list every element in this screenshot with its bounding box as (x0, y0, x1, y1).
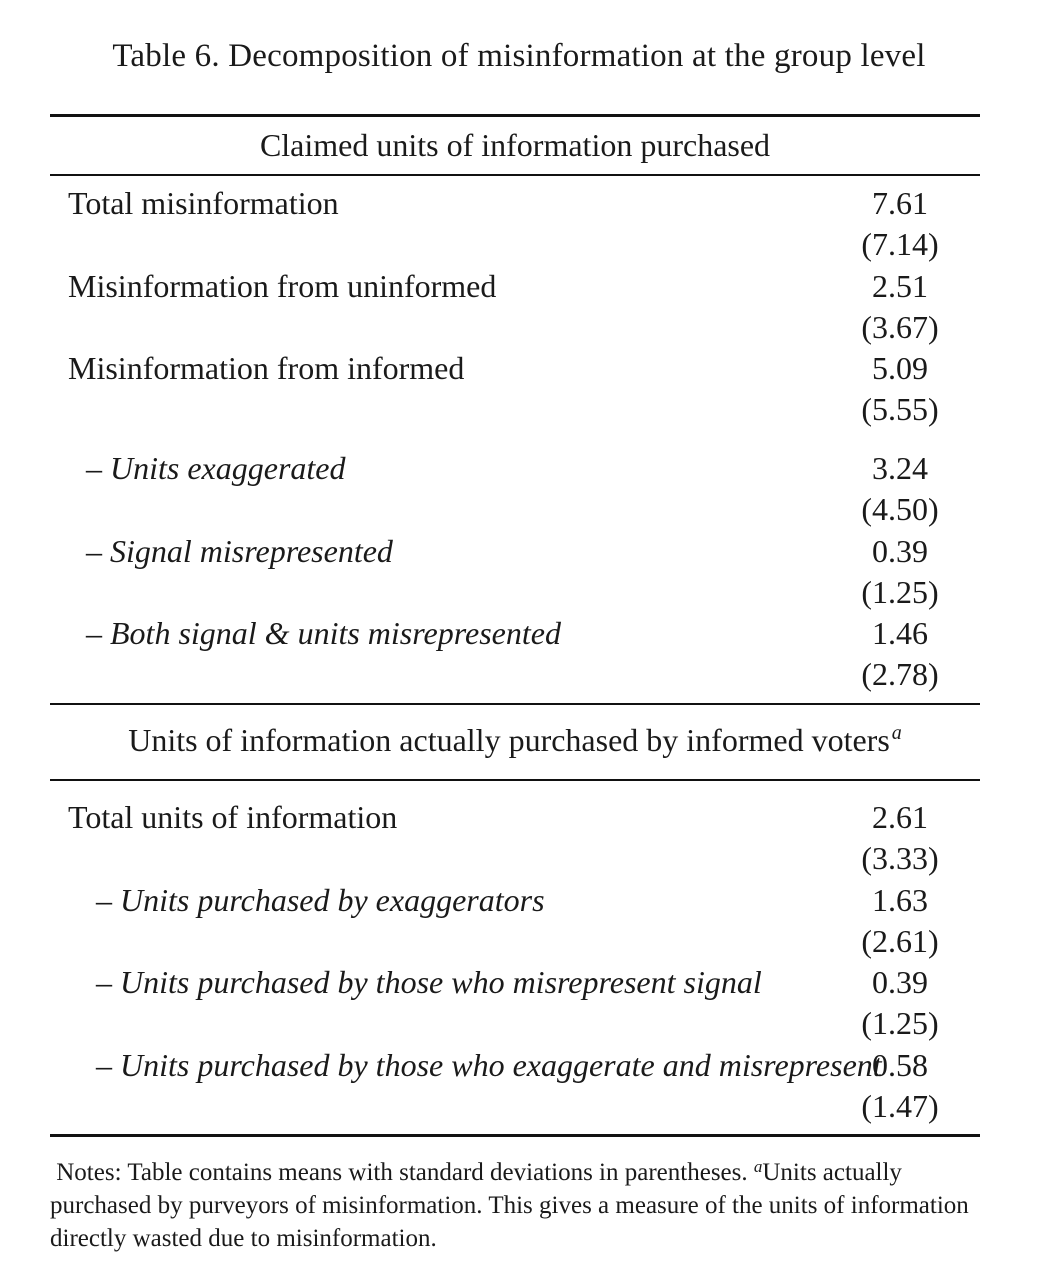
table-row (50, 882, 980, 964)
row-label: Total units of information (68, 799, 398, 835)
panel-b-top-rule (50, 703, 980, 705)
table-row (50, 450, 980, 532)
row-label: – Signal misrepresented (86, 533, 393, 569)
panel-a-header: Claimed units of information purchased (259, 127, 771, 163)
notes-footnote-mark: a (753, 1157, 763, 1176)
row-label: Total misinformation (68, 185, 339, 221)
row-mean: 1.46 (872, 615, 928, 651)
row-mean: 0.39 (872, 533, 928, 569)
row-label: – Units purchased by exaggerators (96, 882, 545, 918)
table-notes (50, 1150, 985, 1255)
table-row (50, 185, 980, 267)
row-sd: (3.33) (861, 840, 939, 876)
row-sd: (1.25) (861, 574, 939, 610)
row-mean: 0.39 (872, 964, 928, 1000)
row-label: Misinformation from informed (68, 350, 465, 386)
row-mean: 7.61 (872, 185, 928, 221)
top-rule (50, 114, 980, 117)
row-sd: (5.55) (861, 391, 939, 427)
row-mean: 5.09 (872, 350, 928, 386)
table-caption: Table 6. Decomposition of misinformation at the group level (112, 38, 926, 74)
table-row (50, 964, 980, 1046)
row-label: – Units purchased by those who exaggerate and misrepresent (96, 1047, 882, 1083)
notes-text: Units actually purchased by purveyors of misinformation. This gives a measure of the units of information directly wasted due to misinformation. (50, 1159, 969, 1252)
row-sd: (1.47) (861, 1088, 939, 1124)
row-mean: 2.61 (872, 799, 928, 835)
row-mean: 0.58 (872, 1047, 928, 1083)
table-row (50, 268, 980, 350)
table-row (50, 615, 980, 697)
row-mean: 1.63 (872, 882, 928, 918)
panel-a-rule (50, 174, 980, 176)
table-row (50, 350, 980, 432)
row-sd: (2.61) (861, 923, 939, 959)
row-mean: 2.51 (872, 268, 928, 304)
row-sd: (3.67) (861, 309, 939, 345)
panel-b-header (50, 722, 980, 759)
panel-b-footnote-mark: a (891, 722, 902, 744)
row-label: – Units exaggerated (86, 450, 346, 486)
row-sd: (7.14) (861, 226, 939, 262)
row-sd: (4.50) (861, 491, 939, 527)
row-mean: 3.24 (872, 450, 928, 486)
row-label: Misinformation from uninformed (68, 268, 497, 304)
panel-b-header-text: Units of information actually purchased by informed voters (128, 722, 890, 758)
bottom-rule (50, 1134, 980, 1137)
row-label: – Units purchased by those who misrepresent signal (96, 964, 762, 1000)
row-sd: (2.78) (861, 656, 939, 692)
panel-b-rule (50, 779, 980, 781)
notes-prefix: Notes: Table contains means with standard deviations in parentheses. (56, 1159, 748, 1186)
table-row (50, 799, 980, 881)
row-label: – Both signal & units misrepresented (86, 615, 561, 651)
table-row (50, 533, 980, 615)
table-row (50, 1047, 980, 1129)
row-sd: (1.25) (861, 1005, 939, 1041)
